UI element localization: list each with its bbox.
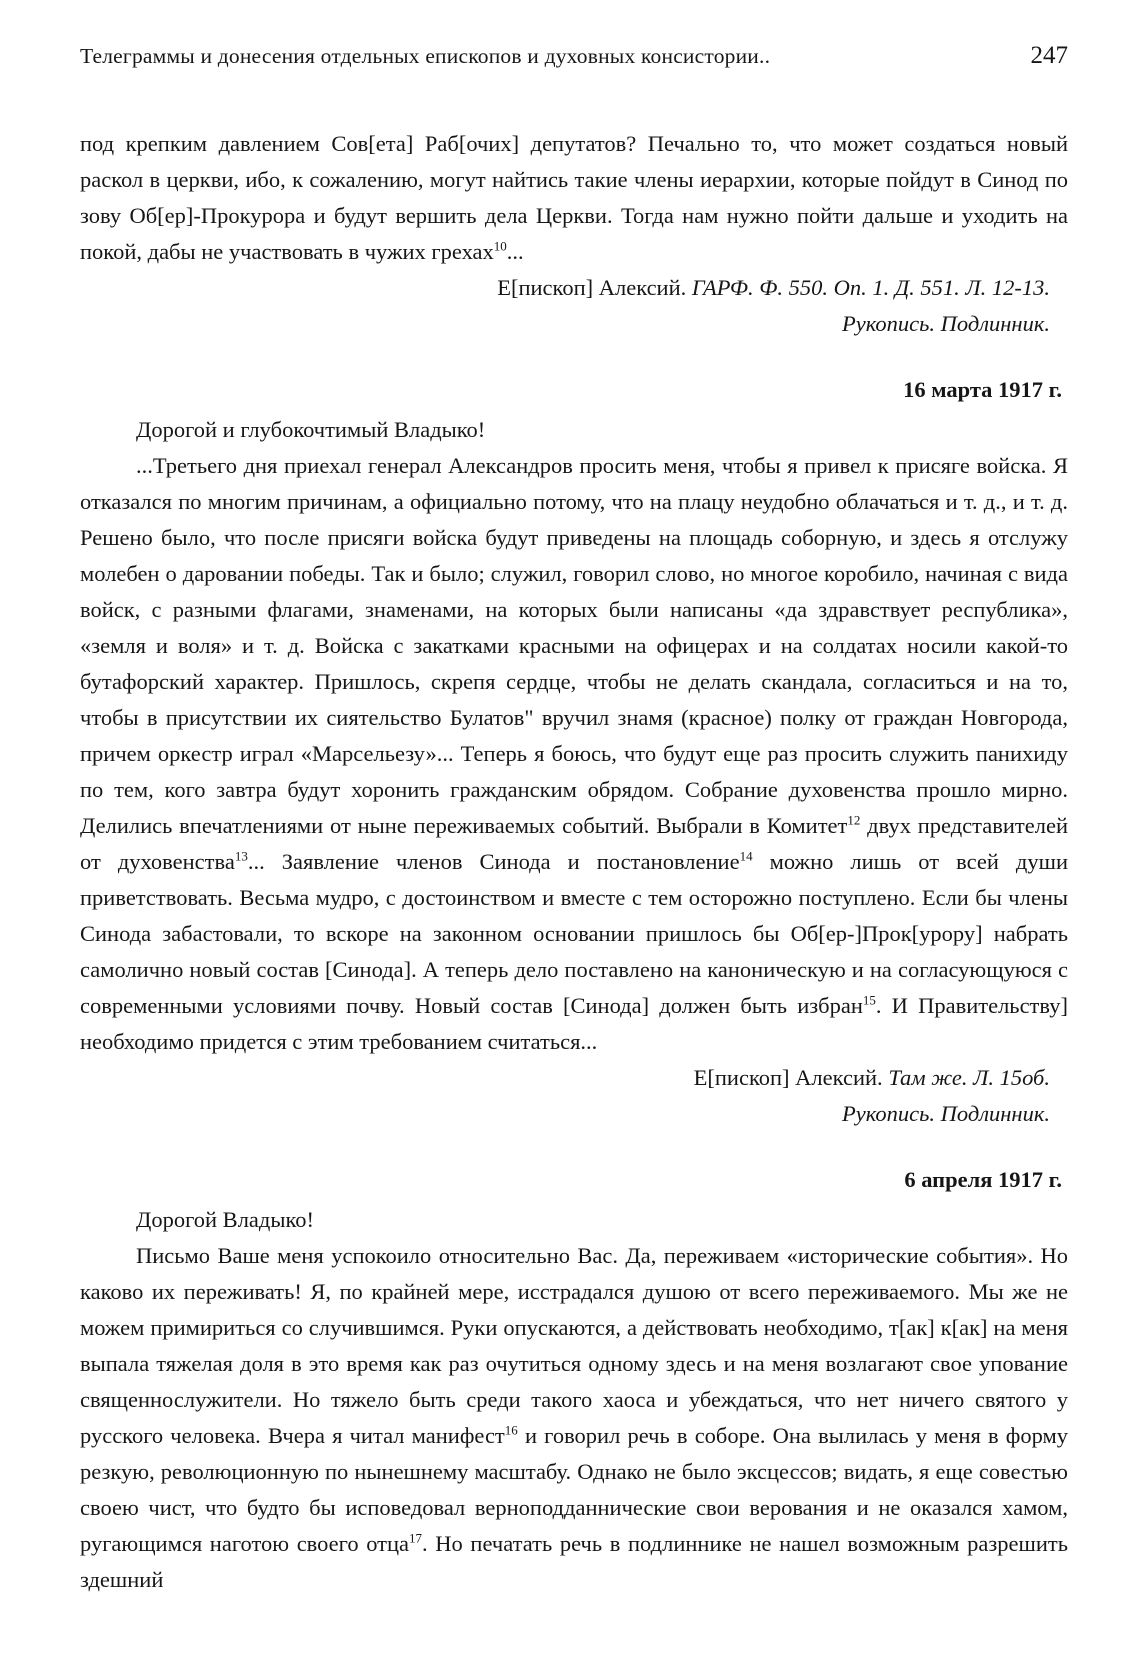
text-run: двух представителей от духовенства <box>80 813 1068 874</box>
paragraph-continuation <box>80 126 1068 270</box>
footnote-marker: 17 <box>409 1530 423 1546</box>
archive-reference-2 <box>80 1060 1068 1132</box>
text-run: ГАРФ. Ф. 550. Оп. 1. Д. 551. Л. 12-13. <box>691 275 1050 300</box>
text-run: Дорогой и глубокочтимый Владыко! <box>136 417 486 442</box>
text-run: Письмо Ваше меня успокоило относительно Вас. Да, переживаем «исторические события». Но каково их переживать! Я, по крайней мере, исстрадался душою от всего переживаемого. Мы же не можем примириться со случившимся. Руки опускаются, а действовать необходимо, т[ак] к[ак] на меня выпала тяжелая доля в это время как раз очутиться одному здесь и на меня возлагают свое упование священнослужители. Но тяжело быть среди такого хаоса и убеждаться, что нет ничего святого у русского человека. Вчера я читал манифест <box>80 1243 1068 1448</box>
text-run: 16 марта 1917 г. <box>903 377 1062 402</box>
page-body <box>80 126 1068 1598</box>
footnote-marker: 13 <box>234 848 248 864</box>
footnote-marker: 15 <box>862 992 876 1008</box>
text-run: . И Правительству] необходимо придется с этим требованием считаться... <box>80 993 1068 1054</box>
running-title: Телеграммы и донесения отдельных епископов и духовных консистории.. <box>80 44 771 68</box>
archive-reference-1 <box>80 270 1068 342</box>
page-number: 247 <box>1030 42 1068 69</box>
footnote-marker: 16 <box>504 1422 518 1438</box>
letter-paragraph-1 <box>80 448 1068 1060</box>
footnote-marker: 10 <box>493 238 507 254</box>
text-run: ...Третьего дня приехал генерал Александров просить меня, чтобы я привел к присяге войска. Я отказался по многим причинам, а официально потому, что на плацу неудобно облачаться и т. д., и т. д. Решено было, что после присяги войска будут приведены на площадь соборную, и здесь я отслужу молебен о даровании победы. Так и было; служил, говорил слово, но многое коробило, начиная с вида войск, с разными флагами, знаменами, на которых были написаны «да здравствует республика», «земля и воля» и т. д. Войска с закатками красными на офицерах и на солдатах носили какой-то бутафорский характер. Пришлось, скрепя сердце, чтобы не делать скандала, согласиться и на то, чтобы в присутствии их сиятельство Булатов" вручил знамя (красное) полку от граждан Новгорода, причем оркестр играл «Марсельезу»... Теперь я боюсь, что будут еще раз просить служить панихиду по тем, кого завтра будут хоронить гражданским обрядом. Собрание духовенства прошло мирно. Делились впечатлениями от ныне переживаемых событий. Выбрали в Комитет <box>80 453 1068 838</box>
text-run: Там же. Л. 15об. <box>888 1065 1050 1090</box>
text-run: под крепким давлением Сов[ета] Раб[очих] депутатов? Печально то, что может создаться новый раскол в церкви, ибо, к сожалению, могут найтись такие члены иерархии, которые пойдут в Синод по зову Об[ер]-Прокурора и будут вершить дела Церкви. Тогда нам нужно пойти дальше и уходить на покой, дабы не участвовать в чужих грехах <box>80 131 1068 264</box>
text-run: Рукопись. Подлинник. <box>842 1101 1050 1126</box>
text-run: Дорогой Владыко! <box>136 1207 315 1232</box>
text-run: Е[пископ] Алексий. <box>497 275 692 300</box>
text-run: 6 апреля 1917 г. <box>904 1167 1062 1192</box>
text-run: и говорил речь в соборе. Она вылилась у меня в форму резкую, революционную по нынешнему масштабу. Однако не было эксцессов; видать, я еще совестью своею чист, что будто бы исповедовал верноподданнические свои верования и не оказался хамом, ругающимся наготою своего отца <box>80 1423 1068 1556</box>
letter-date-1 <box>80 372 1068 408</box>
text-run: Рукопись. Подлинник. <box>842 311 1050 336</box>
text-run: . Но печатать речь в подлиннике не нашел возможным разрешить здешний <box>80 1531 1068 1592</box>
footnote-marker: 12 <box>847 812 861 828</box>
page-header <box>80 42 1068 70</box>
text-run: Е[пископ] Алексий. <box>693 1065 889 1090</box>
letter-date-2 <box>80 1162 1068 1198</box>
letter-paragraph-2 <box>80 1238 1068 1598</box>
salutation-2 <box>80 1202 1068 1238</box>
text-run: ... <box>506 239 524 264</box>
text-run: можно лишь от всей души приветствовать. Весьма мудро, с достоинством и вместе с тем осторожно поступлено. Если бы члены Синода забастовали, то вскоре на законном основании пришлось бы Об[ер-]Прок[урору] набрать самолично новый состав [Синода]. А теперь дело поставлено на каноническую и на согласующуюся с современными условиями почву. Новый состав [Синода] должен быть избран <box>80 849 1068 1018</box>
text-run: ... Заявление членов Синода и постановление <box>247 849 740 874</box>
footnote-marker: 14 <box>739 848 753 864</box>
salutation-1 <box>80 412 1068 448</box>
